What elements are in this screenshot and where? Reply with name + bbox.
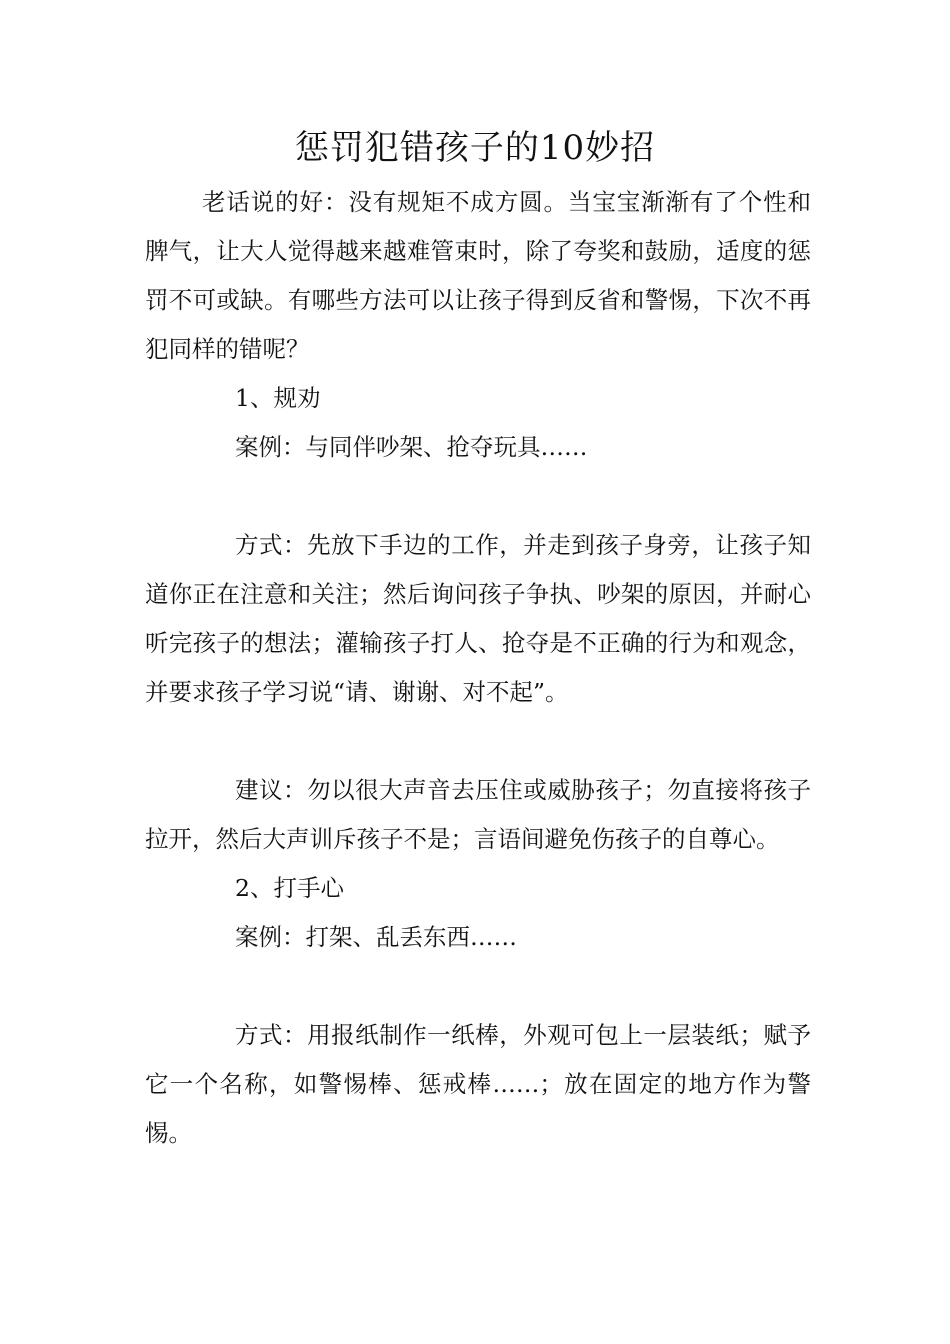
document-body [145,178,811,1158]
blank-line [145,962,811,1011]
method-paragraph-1: 方式：先放下手边的工作，并走到孩子身旁，让孩子知道你正在注意和关注；然后询问孩子争执、吵架的原因，并耐心听完孩子的想法；灌输孩子打人、抢夺是不正确的行为和观念，并要求孩子学习说“请、谢谢、对不起”。 [145,531,811,706]
method-paragraph-2: 方式：用报纸制作一纸棒，外观可包上一层装纸；赋予它一个名称，如警惕棒、惩戒棒……；放在固定的地方作为警惕。 [145,1021,811,1147]
page-title: 惩罚犯错孩子的10妙招 [294,128,656,168]
section-heading-1: 1、规劝 [235,384,321,412]
intro-paragraph: 老话说的好：没有规矩不成方圆。当宝宝渐渐有了个性和脾气，让大人觉得越来越难管束时，除了夸奖和鼓励，适度的惩罚不可或缺。有哪些方法可以让孩子得到反省和警惕，下次不再犯同样的错呢？ [145,188,811,363]
case-paragraph-2: 案例：打架、乱丢东西…… [235,923,517,951]
advice-paragraph-1: 建议：勿以很大声音去压住或威胁孩子；勿直接将孩子拉开，然后大声训斥孩子不是；言语间避免伤孩子的自尊心。 [145,776,811,853]
blank-line [145,472,811,521]
blank-line [145,717,811,766]
section-heading-2: 2、打手心 [235,874,344,902]
case-paragraph-1: 案例：与同伴吵架、抢夺玩具…… [235,433,588,461]
